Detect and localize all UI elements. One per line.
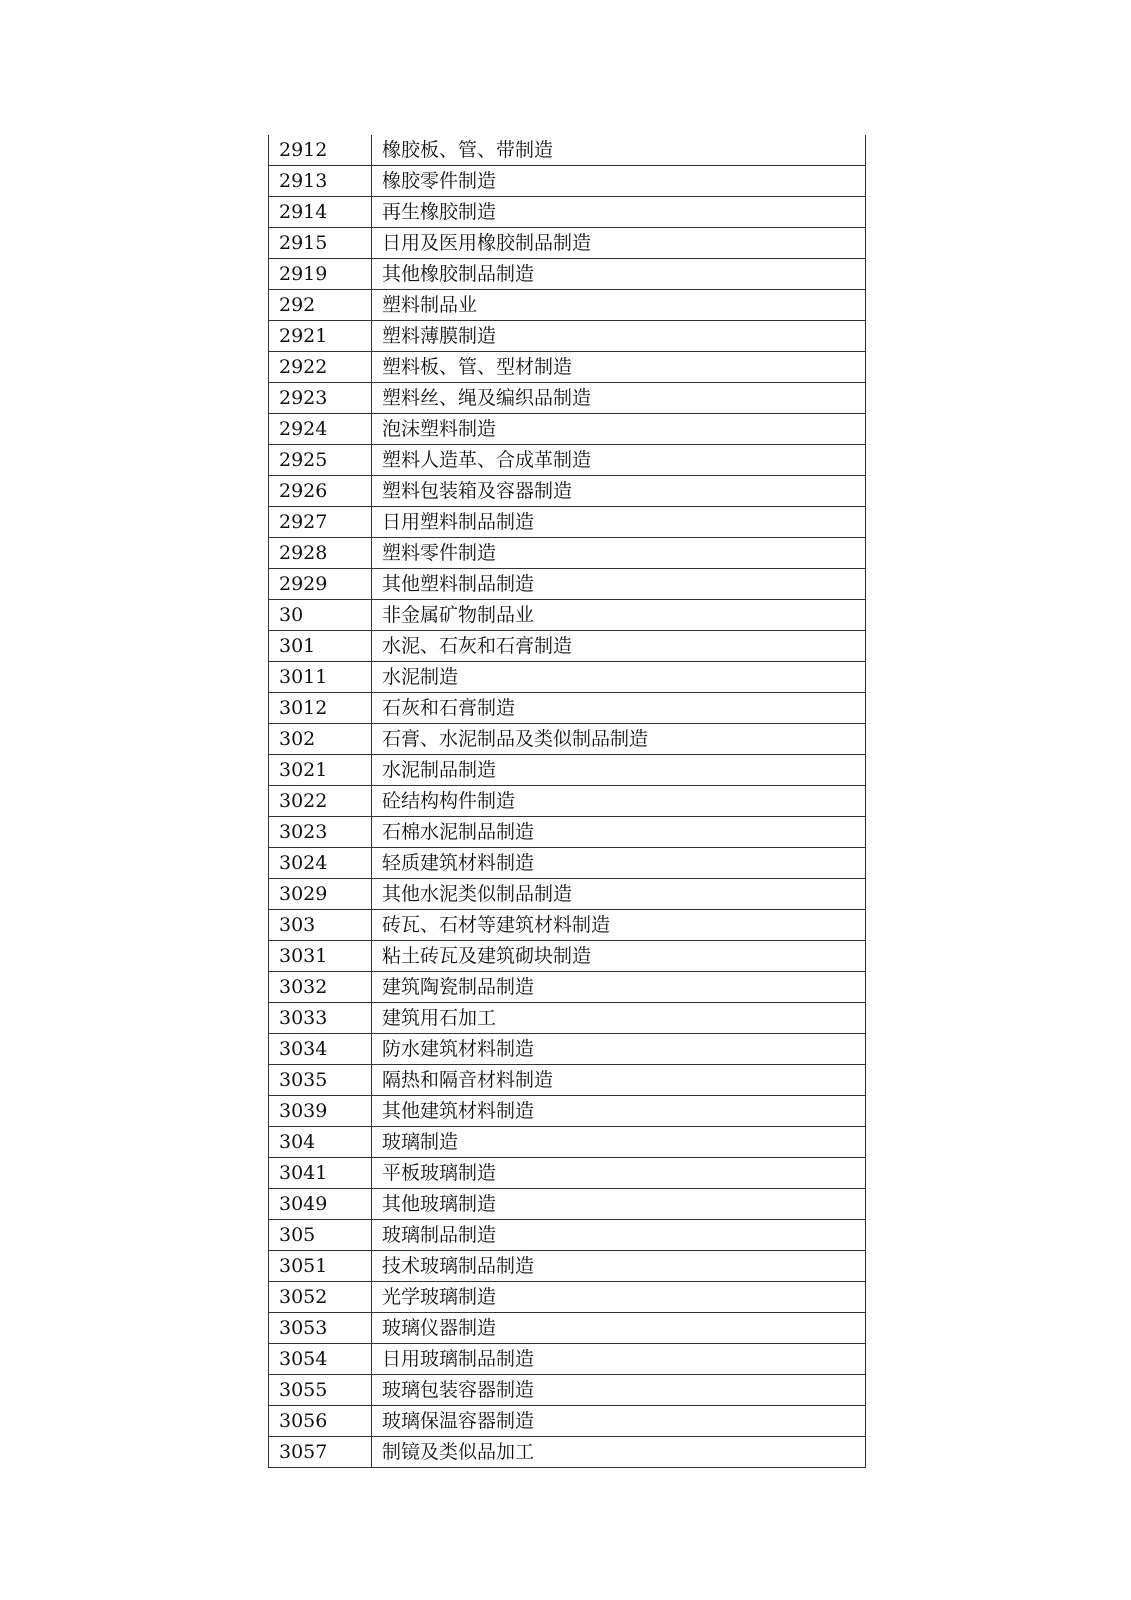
table-row	[269, 569, 866, 600]
industry-name-cell: 橡胶板、管、带制造	[372, 135, 866, 166]
industry-code-cell: 3035	[269, 1065, 372, 1096]
industry-code-cell: 3031	[269, 941, 372, 972]
industry-name-cell: 玻璃仪器制造	[372, 1313, 866, 1344]
industry-name-cell: 隔热和隔音材料制造	[372, 1065, 866, 1096]
industry-name-cell: 其他建筑材料制造	[372, 1096, 866, 1127]
industry-name-cell: 玻璃包装容器制造	[372, 1375, 866, 1406]
industry-name-cell: 其他橡胶制品制造	[372, 259, 866, 290]
table-row	[269, 1313, 866, 1344]
table-row	[269, 631, 866, 662]
industry-name-cell: 建筑用石加工	[372, 1003, 866, 1034]
industry-code-cell: 303	[269, 910, 372, 941]
table-row	[269, 1065, 866, 1096]
industry-code-cell: 302	[269, 724, 372, 755]
industry-code-cell: 3057	[269, 1437, 372, 1468]
table-row	[269, 538, 866, 569]
industry-code-cell: 3033	[269, 1003, 372, 1034]
industry-name-cell: 塑料制品业	[372, 290, 866, 321]
table-row	[269, 879, 866, 910]
industry-name-cell: 其他塑料制品制造	[372, 569, 866, 600]
industry-name-cell: 粘土砖瓦及建筑砌块制造	[372, 941, 866, 972]
industry-name-cell: 再生橡胶制造	[372, 197, 866, 228]
industry-code-cell: 301	[269, 631, 372, 662]
industry-code-table	[268, 135, 866, 1468]
industry-name-cell: 橡胶零件制造	[372, 166, 866, 197]
table-row	[269, 1344, 866, 1375]
industry-code-cell: 3032	[269, 972, 372, 1003]
industry-code-cell: 2927	[269, 507, 372, 538]
industry-name-cell: 日用塑料制品制造	[372, 507, 866, 538]
table-row	[269, 941, 866, 972]
table-row	[269, 414, 866, 445]
industry-name-cell: 其他水泥类似制品制造	[372, 879, 866, 910]
industry-code-table-body	[269, 135, 866, 1468]
industry-code-cell: 30	[269, 600, 372, 631]
industry-code-cell: 2919	[269, 259, 372, 290]
industry-code-cell: 2914	[269, 197, 372, 228]
table-row	[269, 910, 866, 941]
industry-code-cell: 2921	[269, 321, 372, 352]
industry-code-cell: 3022	[269, 786, 372, 817]
industry-code-cell: 305	[269, 1220, 372, 1251]
industry-code-cell: 3055	[269, 1375, 372, 1406]
table-row	[269, 848, 866, 879]
table-row	[269, 1003, 866, 1034]
table-row	[269, 786, 866, 817]
industry-code-cell: 3052	[269, 1282, 372, 1313]
industry-code-cell: 3053	[269, 1313, 372, 1344]
table-row	[269, 321, 866, 352]
industry-code-cell: 2928	[269, 538, 372, 569]
industry-name-cell: 塑料薄膜制造	[372, 321, 866, 352]
industry-name-cell: 防水建筑材料制造	[372, 1034, 866, 1065]
industry-code-cell: 3012	[269, 693, 372, 724]
industry-name-cell: 制镜及类似品加工	[372, 1437, 866, 1468]
table-row	[269, 507, 866, 538]
industry-name-cell: 砼结构构件制造	[372, 786, 866, 817]
industry-name-cell: 非金属矿物制品业	[372, 600, 866, 631]
table-row	[269, 197, 866, 228]
industry-code-cell: 3056	[269, 1406, 372, 1437]
table-row	[269, 1096, 866, 1127]
table-row	[269, 817, 866, 848]
table-row	[269, 972, 866, 1003]
table-row	[269, 135, 866, 166]
industry-name-cell: 塑料包装箱及容器制造	[372, 476, 866, 507]
industry-name-cell: 平板玻璃制造	[372, 1158, 866, 1189]
table-row	[269, 755, 866, 786]
table-row	[269, 600, 866, 631]
industry-code-cell: 3039	[269, 1096, 372, 1127]
industry-code-cell: 2915	[269, 228, 372, 259]
industry-code-cell: 2913	[269, 166, 372, 197]
table-row	[269, 228, 866, 259]
table-row	[269, 724, 866, 755]
table-row	[269, 1406, 866, 1437]
industry-code-cell: 304	[269, 1127, 372, 1158]
industry-name-cell: 光学玻璃制造	[372, 1282, 866, 1313]
industry-name-cell: 塑料丝、绳及编织品制造	[372, 383, 866, 414]
table-row	[269, 1127, 866, 1158]
industry-code-cell: 2923	[269, 383, 372, 414]
table-row	[269, 1158, 866, 1189]
industry-name-cell: 玻璃制造	[372, 1127, 866, 1158]
industry-name-cell: 水泥、石灰和石膏制造	[372, 631, 866, 662]
industry-name-cell: 水泥制品制造	[372, 755, 866, 786]
industry-name-cell: 技术玻璃制品制造	[372, 1251, 866, 1282]
table-row	[269, 476, 866, 507]
table-row	[269, 445, 866, 476]
industry-name-cell: 玻璃制品制造	[372, 1220, 866, 1251]
industry-code-cell: 2912	[269, 135, 372, 166]
industry-name-cell: 水泥制造	[372, 662, 866, 693]
industry-code-cell: 2929	[269, 569, 372, 600]
industry-name-cell: 建筑陶瓷制品制造	[372, 972, 866, 1003]
industry-name-cell: 日用玻璃制品制造	[372, 1344, 866, 1375]
table-row	[269, 1282, 866, 1313]
industry-code-cell: 292	[269, 290, 372, 321]
table-row	[269, 383, 866, 414]
table-row	[269, 259, 866, 290]
industry-code-cell: 3029	[269, 879, 372, 910]
industry-name-cell: 塑料零件制造	[372, 538, 866, 569]
table-row	[269, 1375, 866, 1406]
industry-code-cell: 2925	[269, 445, 372, 476]
industry-code-cell: 3054	[269, 1344, 372, 1375]
industry-code-cell: 3021	[269, 755, 372, 786]
industry-code-cell: 3023	[269, 817, 372, 848]
industry-code-cell: 3051	[269, 1251, 372, 1282]
industry-name-cell: 石棉水泥制品制造	[372, 817, 866, 848]
industry-name-cell: 石膏、水泥制品及类似制品制造	[372, 724, 866, 755]
industry-name-cell: 石灰和石膏制造	[372, 693, 866, 724]
industry-name-cell: 塑料板、管、型材制造	[372, 352, 866, 383]
industry-name-cell: 日用及医用橡胶制品制造	[372, 228, 866, 259]
table-row	[269, 290, 866, 321]
industry-name-cell: 玻璃保温容器制造	[372, 1406, 866, 1437]
industry-code-cell: 3049	[269, 1189, 372, 1220]
industry-code-cell: 2924	[269, 414, 372, 445]
industry-code-cell: 3024	[269, 848, 372, 879]
industry-code-cell: 3041	[269, 1158, 372, 1189]
industry-code-cell: 3034	[269, 1034, 372, 1065]
industry-code-cell: 3011	[269, 662, 372, 693]
industry-name-cell: 砖瓦、石材等建筑材料制造	[372, 910, 866, 941]
table-row	[269, 1220, 866, 1251]
industry-name-cell: 其他玻璃制造	[372, 1189, 866, 1220]
industry-name-cell: 塑料人造革、合成革制造	[372, 445, 866, 476]
table-row	[269, 166, 866, 197]
table-row	[269, 1189, 866, 1220]
table-row	[269, 1437, 866, 1468]
table-row	[269, 1034, 866, 1065]
table-row	[269, 662, 866, 693]
industry-name-cell: 轻质建筑材料制造	[372, 848, 866, 879]
industry-code-cell: 2926	[269, 476, 372, 507]
industry-code-cell: 2922	[269, 352, 372, 383]
table-row	[269, 352, 866, 383]
industry-name-cell: 泡沫塑料制造	[372, 414, 866, 445]
table-row	[269, 693, 866, 724]
table-row	[269, 1251, 866, 1282]
